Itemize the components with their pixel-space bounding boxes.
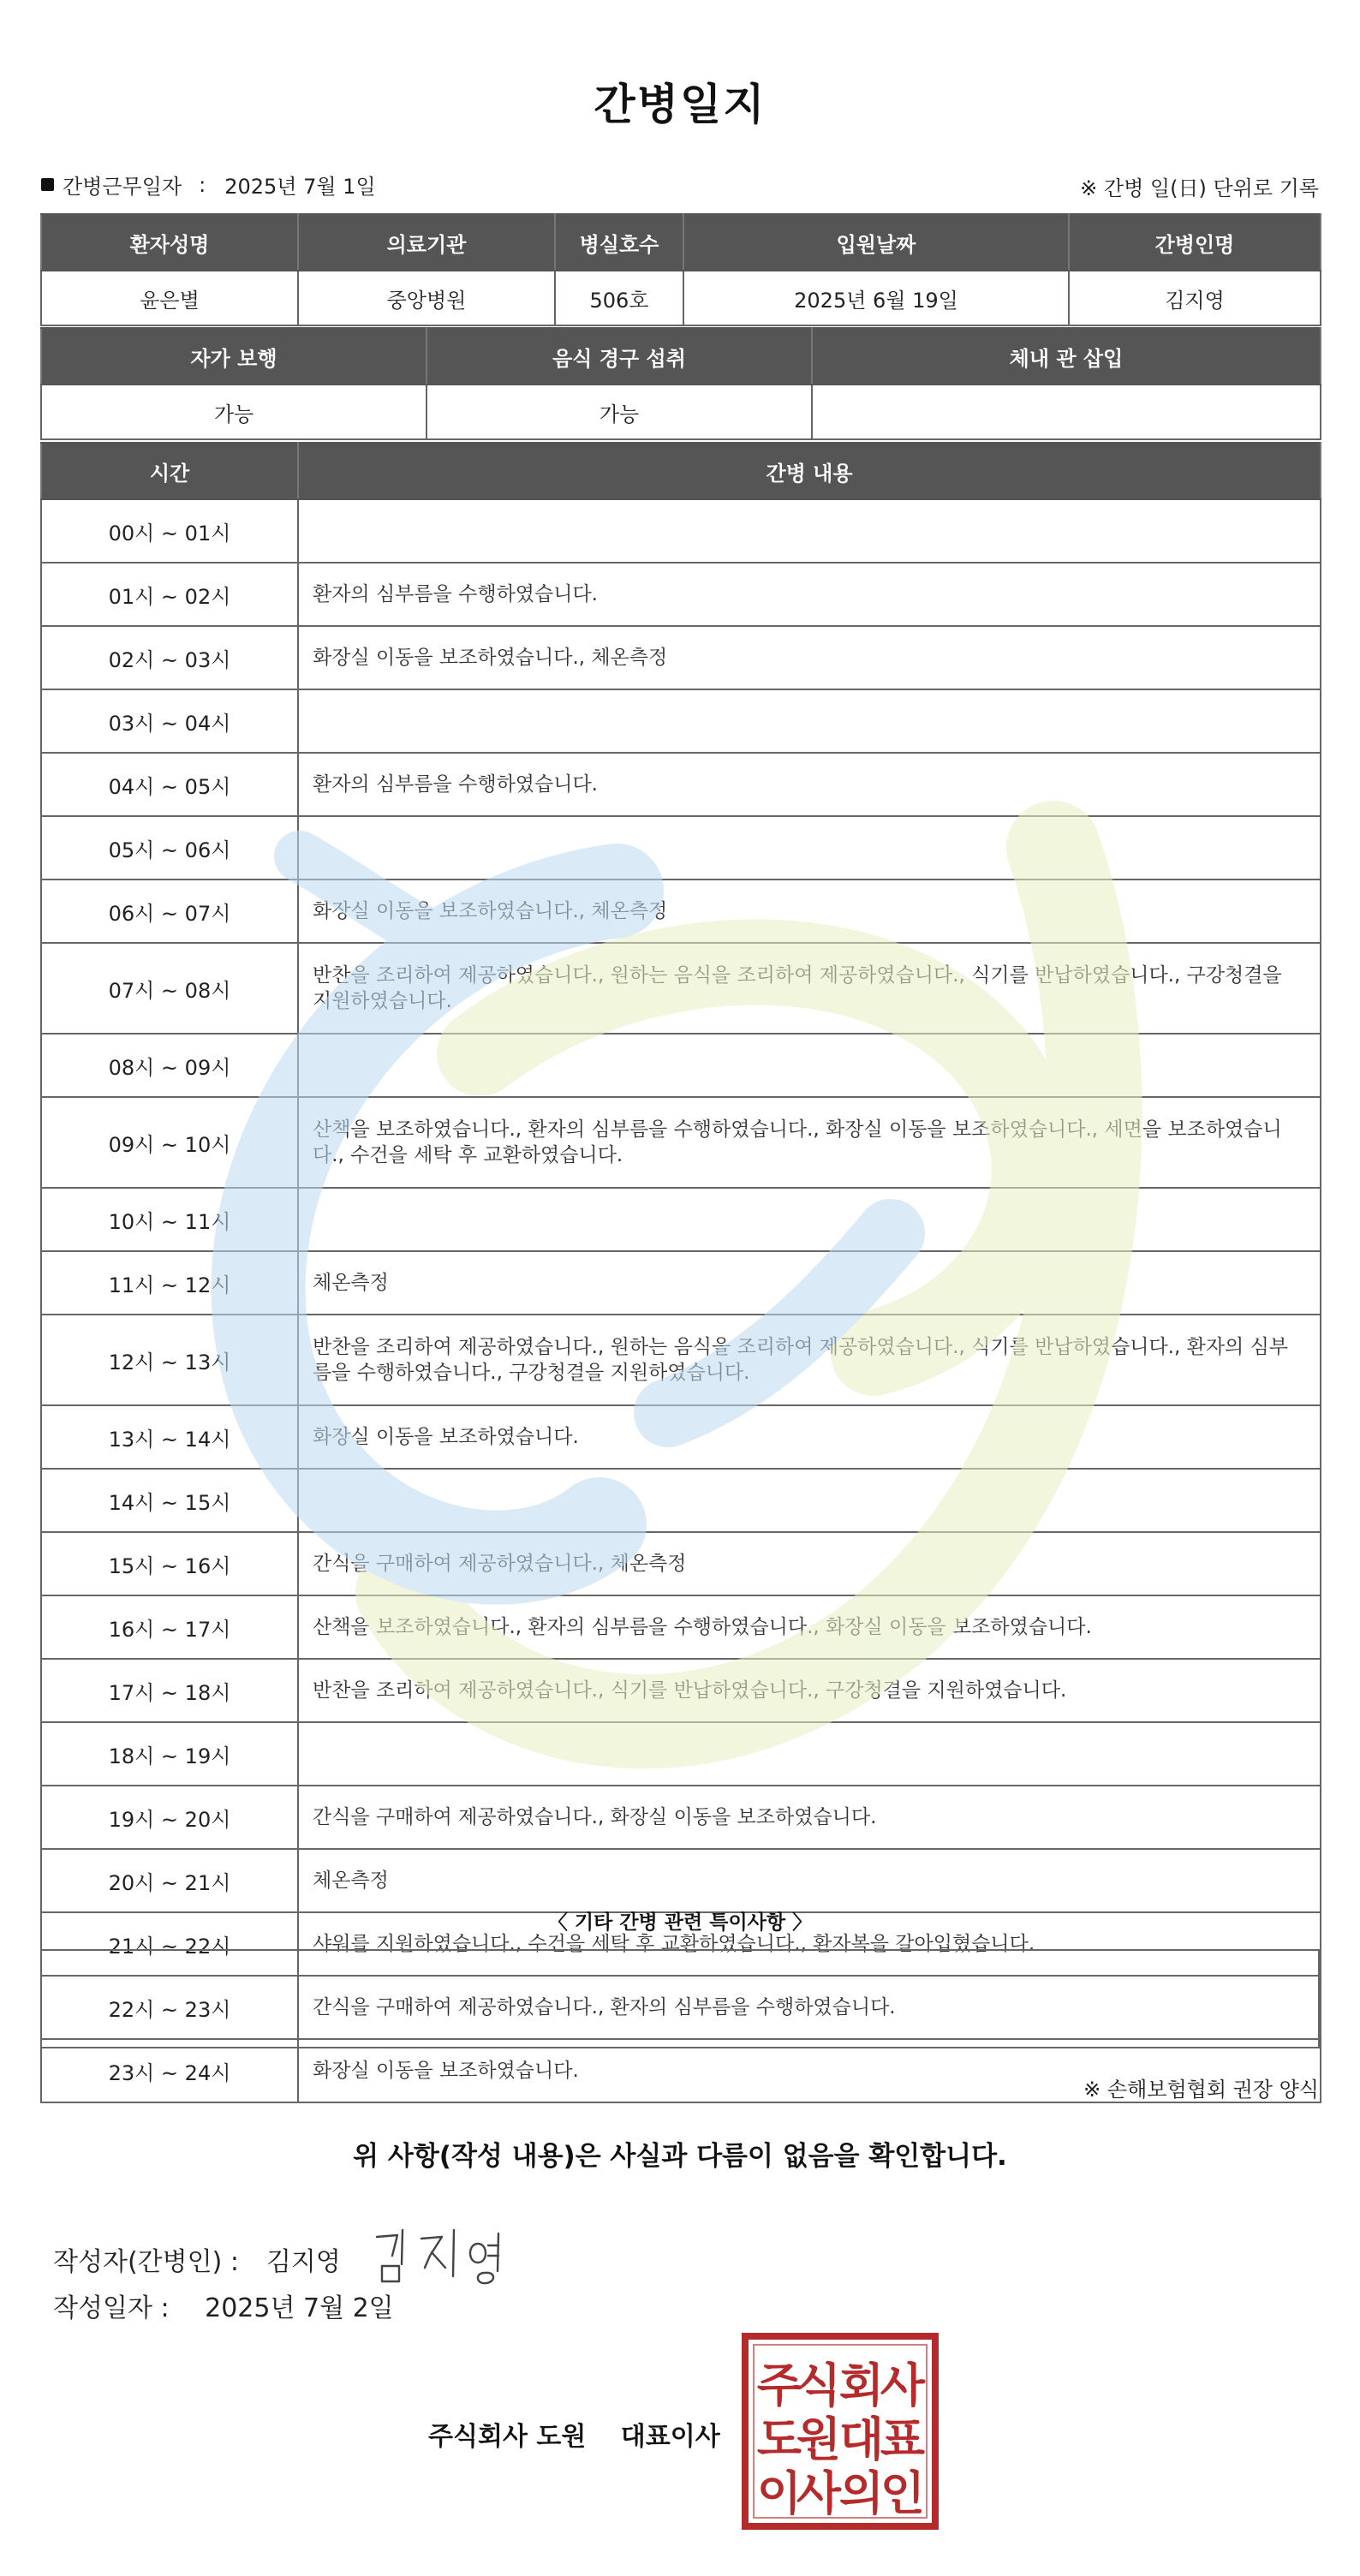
log-content bbox=[298, 1722, 1321, 1786]
log-row bbox=[41, 1595, 1321, 1659]
log-time: 17시 ~ 18시 bbox=[41, 1659, 298, 1722]
work-date-line bbox=[41, 170, 376, 200]
log-content: 산책을 보조하였습니다., 환자의 심부름을 수행하였습니다., 화장실 이동을 보조하였습니다., 세면을 보조하였습니다., 수건을 세탁 후 교환하였습니다. bbox=[298, 1097, 1321, 1188]
svg-text:사: 사 bbox=[880, 2358, 926, 2412]
log-content: 화장실 이동을 보조하였습니다. bbox=[298, 2039, 1321, 2102]
work-date-value: 2025년 7월 1일 bbox=[224, 175, 376, 199]
svg-text:식: 식 bbox=[796, 2358, 842, 2412]
log-time: 01시 ~ 02시 bbox=[41, 563, 298, 626]
log-content bbox=[298, 1469, 1321, 1532]
header-hospital: 의료기관 bbox=[298, 214, 555, 271]
log-content: 간식을 구매하여 제공하였습니다., 화장실 이동을 보조하였습니다. bbox=[298, 1786, 1321, 1849]
status-header-row bbox=[41, 328, 1321, 385]
log-time: 09시 ~ 10시 bbox=[41, 1097, 298, 1188]
log-row bbox=[41, 1722, 1321, 1786]
svg-text:주: 주 bbox=[756, 2358, 802, 2412]
log-content: 체온측정 bbox=[298, 1251, 1321, 1315]
log-content bbox=[298, 499, 1321, 563]
room-number: 506호 bbox=[555, 271, 683, 325]
square-bullet-icon bbox=[41, 178, 54, 191]
log-content: 체온측정 bbox=[298, 1849, 1321, 1912]
log-time: 20시 ~ 21시 bbox=[41, 1849, 298, 1912]
log-row bbox=[41, 1034, 1321, 1097]
log-time: 03시 ~ 04시 bbox=[41, 689, 298, 753]
document-title: 간병일지 bbox=[594, 80, 766, 129]
svg-text:이: 이 bbox=[756, 2466, 802, 2520]
log-content: 화장실 이동을 보조하였습니다., 체온측정 bbox=[298, 880, 1321, 943]
patient-info-value-row bbox=[41, 271, 1321, 325]
log-time: 05시 ~ 06시 bbox=[41, 816, 298, 880]
tube-value bbox=[812, 385, 1321, 439]
log-row bbox=[41, 1315, 1321, 1405]
log-time: 00시 ~ 01시 bbox=[41, 499, 298, 563]
header-caregiver: 간병인명 bbox=[1069, 214, 1321, 271]
writer-label: 작성자(간병인) : bbox=[53, 2247, 239, 2277]
form-source-note: ※ 손해보험협회 권장 양식 bbox=[1083, 2078, 1319, 2102]
admission-date: 2025년 6월 19일 bbox=[683, 271, 1069, 325]
care-log-table bbox=[40, 442, 1321, 2103]
log-content bbox=[298, 1034, 1321, 1097]
log-content: 화장실 이동을 보조하였습니다. bbox=[298, 1405, 1321, 1469]
log-row bbox=[41, 1659, 1321, 1722]
log-row bbox=[41, 563, 1321, 626]
log-time: 18시 ~ 19시 bbox=[41, 1722, 298, 1786]
company-name: 주식회사 도원 bbox=[428, 2422, 587, 2452]
log-time: 12시 ~ 13시 bbox=[41, 1315, 298, 1405]
log-time: 15시 ~ 16시 bbox=[41, 1532, 298, 1595]
log-row bbox=[41, 816, 1321, 880]
log-row bbox=[41, 1097, 1321, 1188]
log-content bbox=[298, 816, 1321, 880]
svg-text:사: 사 bbox=[796, 2466, 842, 2520]
svg-text:대: 대 bbox=[838, 2412, 885, 2466]
log-time: 13시 ~ 14시 bbox=[41, 1405, 298, 1469]
oral-intake-value: 가능 bbox=[426, 385, 812, 439]
log-time: 06시 ~ 07시 bbox=[41, 880, 298, 943]
work-date-separator: : bbox=[199, 172, 206, 197]
written-date-line bbox=[53, 2287, 394, 2324]
notes-box bbox=[40, 1949, 1320, 2048]
header-walking: 자가 보행 bbox=[41, 328, 426, 385]
log-row bbox=[41, 880, 1321, 943]
svg-text:인: 인 bbox=[880, 2466, 926, 2520]
log-content: 샤워를 지원하였습니다., 수건을 세탁 후 교환하였습니다., 환자복을 갈아입혔습니다. bbox=[298, 1912, 1321, 1976]
company-representative-title: 대표이사 bbox=[620, 2422, 720, 2452]
log-content bbox=[298, 1188, 1321, 1251]
log-header-row bbox=[41, 443, 1321, 499]
log-time: 08시 ~ 09시 bbox=[41, 1034, 298, 1097]
writer-line bbox=[53, 2225, 517, 2293]
log-time: 16시 ~ 17시 bbox=[41, 1595, 298, 1659]
svg-text:의: 의 bbox=[838, 2466, 885, 2520]
header-care-content: 간병 내용 bbox=[298, 443, 1321, 499]
company-seal-stamp bbox=[742, 2333, 939, 2533]
header-patient-name: 환자성명 bbox=[41, 214, 298, 271]
log-row bbox=[41, 499, 1321, 563]
log-content: 간식을 구매하여 제공하였습니다., 환자의 심부름을 수행하였습니다. bbox=[298, 1976, 1321, 2039]
log-time: 02시 ~ 03시 bbox=[41, 626, 298, 689]
log-content: 반찬을 조리하여 제공하였습니다., 식기를 반납하였습니다., 구강청결을 지원하였습니다. bbox=[298, 1659, 1321, 1722]
caregiver-name: 김지영 bbox=[1069, 271, 1321, 325]
log-row bbox=[41, 753, 1321, 816]
log-time: 07시 ~ 08시 bbox=[41, 943, 298, 1034]
log-time: 23시 ~ 24시 bbox=[41, 2039, 298, 2102]
header-tube: 체내 관 삽입 bbox=[812, 328, 1321, 385]
log-row bbox=[41, 1849, 1321, 1912]
hospital-name: 중앙병원 bbox=[298, 271, 555, 325]
log-row bbox=[41, 1469, 1321, 1532]
log-content: 간식을 구매하여 제공하였습니다., 체온측정 bbox=[298, 1532, 1321, 1595]
notes-title: 〈 기타 간병 관련 특이사항 〉 bbox=[547, 1911, 813, 1934]
svg-text:회: 회 bbox=[838, 2358, 885, 2412]
log-row bbox=[41, 626, 1321, 689]
log-row bbox=[41, 1405, 1321, 1469]
log-time: 14시 ~ 15시 bbox=[41, 1469, 298, 1532]
svg-text:표: 표 bbox=[880, 2412, 926, 2466]
patient-status-table bbox=[40, 327, 1321, 440]
patient-info-table bbox=[40, 213, 1321, 326]
header-oral-intake: 음식 경구 섭취 bbox=[426, 328, 812, 385]
log-row bbox=[41, 1786, 1321, 1849]
log-time: 22시 ~ 23시 bbox=[41, 1976, 298, 2039]
svg-text:원: 원 bbox=[796, 2412, 842, 2466]
written-date-value: 2025년 7월 2일 bbox=[205, 2293, 394, 2323]
header-time: 시간 bbox=[41, 443, 298, 499]
patient-info-header-row bbox=[41, 214, 1321, 271]
log-row bbox=[41, 689, 1321, 753]
header-admission-date: 입원날짜 bbox=[683, 214, 1069, 271]
log-content: 화장실 이동을 보조하였습니다., 체온측정 bbox=[298, 626, 1321, 689]
log-time: 11시 ~ 12시 bbox=[41, 1251, 298, 1315]
log-content: 반찬을 조리하여 제공하였습니다., 원하는 음식을 조리하여 제공하였습니다., 식기를 반납하였습니다., 환자의 심부름을 수행하였습니다., 구강청결을 지원하였습니다. bbox=[298, 1315, 1321, 1405]
log-content bbox=[298, 689, 1321, 753]
handwritten-signature bbox=[372, 2225, 517, 2293]
log-row bbox=[41, 1532, 1321, 1595]
log-content: 산책을 보조하였습니다., 환자의 심부름을 수행하였습니다., 화장실 이동을 보조하였습니다. bbox=[298, 1595, 1321, 1659]
log-time: 19시 ~ 20시 bbox=[41, 1786, 298, 1849]
log-time: 21시 ~ 22시 bbox=[41, 1912, 298, 1976]
writer-name: 김지영 bbox=[265, 2247, 341, 2277]
log-time: 04시 ~ 05시 bbox=[41, 753, 298, 816]
svg-text:도: 도 bbox=[756, 2412, 802, 2466]
walking-value: 가능 bbox=[41, 385, 426, 439]
log-content: 환자의 심부름을 수행하였습니다. bbox=[298, 753, 1321, 816]
status-value-row bbox=[41, 385, 1321, 439]
patient-name: 윤은별 bbox=[41, 271, 298, 325]
header-room: 병실호수 bbox=[555, 214, 683, 271]
log-content: 환자의 심부름을 수행하였습니다. bbox=[298, 563, 1321, 626]
log-content: 반찬을 조리하여 제공하였습니다., 원하는 음식을 조리하여 제공하였습니다., 식기를 반납하였습니다., 구강청결을 지원하였습니다. bbox=[298, 943, 1321, 1034]
confirmation-statement: 위 사항(작성 내용)은 사실과 다름이 없음을 확인합니다. bbox=[353, 2141, 1007, 2172]
log-row bbox=[41, 1188, 1321, 1251]
written-date-label: 작성일자 : bbox=[53, 2293, 170, 2323]
unit-note: ※ 간병 일(日) 단위로 기록 bbox=[1080, 176, 1319, 200]
log-time: 10시 ~ 11시 bbox=[41, 1188, 298, 1251]
log-row bbox=[41, 943, 1321, 1034]
log-row bbox=[41, 1251, 1321, 1315]
company-signature-line bbox=[428, 2415, 720, 2453]
work-date-label: 간병근무일자 bbox=[63, 175, 182, 199]
